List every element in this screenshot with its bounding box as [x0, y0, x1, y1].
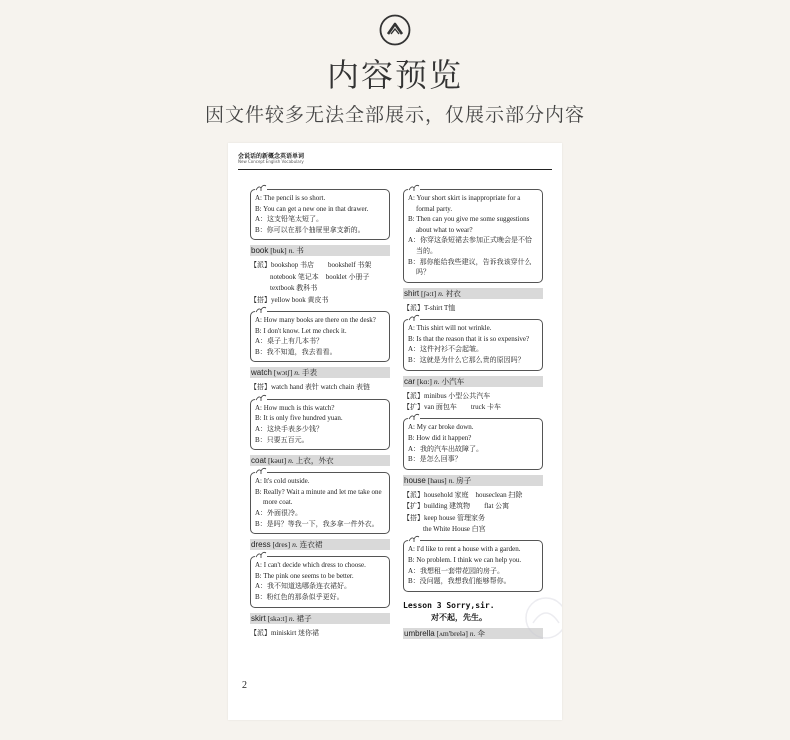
derivation-line: 【派】T-shirt T恤	[403, 303, 456, 312]
dialog-line: A：这块手表多少钱？	[255, 424, 324, 433]
headword-pos: n.	[448, 475, 455, 485]
leaf-ornament-icon	[255, 184, 267, 191]
dialog-box	[250, 189, 390, 240]
headword-bar	[250, 245, 390, 256]
left-column	[250, 183, 390, 639]
dialog-line: B: Is that the reason that it is so expensive?	[408, 334, 530, 343]
dialog-line: A: The pencil is so short.	[255, 194, 326, 202]
dialog-line: A: My car broke down.	[408, 423, 474, 432]
headword-word: car	[404, 376, 416, 386]
dialog-box	[403, 418, 543, 469]
headword-word: book	[251, 246, 269, 256]
headword-word: umbrella	[404, 628, 435, 638]
dialog-line: B：是吗？等我一下，我多拿一件外衣。	[255, 519, 379, 528]
dialog-line: A：外面很冷。	[255, 508, 303, 517]
headword-meaning: 连衣裙	[297, 540, 323, 550]
headword-meaning: 房子	[454, 475, 472, 485]
dialog-line: A：你穿这条短裙去参加正式晚会是不恰当的。	[408, 236, 533, 255]
lesson-title: Lesson 3 Sorry,sir.	[403, 600, 495, 610]
headword-phonetic: [wɔtʃ]	[271, 368, 295, 378]
page-number: 2	[242, 680, 247, 691]
headword-pos: n.	[288, 613, 295, 623]
watermark-stamp	[521, 593, 562, 643]
headword-meaning: 衬衣	[443, 288, 461, 298]
headword-meaning: 上衣，外衣	[293, 456, 334, 466]
headword-meaning: 伞	[475, 628, 485, 638]
leaf-ornament-icon	[408, 413, 420, 420]
derivation-line: 【派】bookshop 书店 bookshelf 书架	[250, 261, 372, 270]
headword-bar	[403, 288, 543, 299]
dialog-line: A: Your short skirt is inappropriate for a formal party.	[408, 194, 521, 213]
headword-phonetic: [skə:t]	[265, 613, 289, 623]
headword-phonetic: [kɑ:]	[415, 376, 434, 386]
dialog-line: B：我不知道，我去看看。	[255, 347, 337, 356]
dialog-box	[403, 189, 543, 283]
dialog-line: A：桌子上有几本书？	[255, 337, 324, 346]
headword-pos: n.	[433, 376, 440, 386]
derivation-line: 【派】minibus 小型公共汽车	[403, 391, 491, 400]
headword-bar	[250, 613, 390, 624]
headword-meaning: 书	[294, 246, 304, 256]
dialog-line: A：我不知道选哪条连衣裙好。	[255, 582, 352, 591]
dialog-line: A：我的汽车出故障了。	[408, 444, 484, 453]
headword-phonetic: [ʃə:t]	[419, 288, 439, 298]
headword-bar	[403, 376, 543, 387]
chevron-up-circle-icon	[379, 14, 411, 46]
derivation-line: the White House 白宫	[423, 524, 486, 533]
headword-pos: n.	[294, 368, 300, 378]
derivation-line: 【搭】yellow book 黄皮书	[250, 295, 329, 304]
derivation-line: 【派】household 家庭 houseclean 扫除	[403, 490, 523, 499]
preview-title: 内容预览	[326, 56, 463, 94]
derivation-line: 【扩】building 建筑物 flat 公寓	[403, 502, 510, 511]
leaf-ornament-icon	[408, 184, 420, 191]
headword-pos: n.	[292, 540, 298, 550]
headword-meaning: 裙子	[294, 613, 312, 623]
dialog-box	[403, 319, 543, 370]
derivation-line: 【派】miniskirt 迷你裙	[250, 628, 320, 637]
derivation-line: 【搭】keep house 管理家务	[403, 513, 486, 522]
preview-subtitle: 因文件较多无法全部展示，仅展示部分内容	[204, 104, 585, 126]
headword-phonetic: [buk]	[268, 246, 289, 256]
leaf-ornament-icon	[408, 535, 420, 542]
document-page	[228, 143, 562, 720]
running-title: 会说话的新概念英语单词	[238, 153, 305, 160]
headword-phonetic: [haus]	[425, 475, 449, 485]
dialog-line: B: Then can you give me some suggestions about what to wear?	[408, 215, 530, 234]
headword-phonetic: [dres]	[270, 540, 293, 550]
headword-word: skirt	[251, 613, 266, 623]
dialog-line: B: The pink one seems to be better.	[255, 571, 354, 580]
headword-meaning: 手表	[299, 368, 318, 378]
dialog-line: B：你可以在那个抽屉里拿支新的。	[255, 225, 365, 234]
dialog-line: A：这支铅笔太短了。	[255, 215, 324, 224]
dialog-line: B: You can get a new one in that drawer.	[255, 204, 369, 213]
lesson-title-cn: 对不起，先生。	[431, 612, 487, 622]
dialog-line: B: How did it happen?	[408, 433, 472, 442]
dialog-line: A: I'd like to rent a house with a garden.	[408, 545, 521, 554]
leaf-ornament-icon	[255, 306, 267, 313]
derivation-line: 【扩】van 面包车 truck 卡车	[403, 402, 501, 411]
dialog-line: A: This shirt will not wrinkle.	[408, 324, 492, 333]
headword-bar	[250, 455, 390, 466]
headword-word: shirt	[404, 288, 420, 298]
headword-meaning: 小汽车	[439, 376, 465, 386]
dialog-line: B：这就是为什么它那么贵的原因吗？	[408, 355, 525, 364]
dialog-line: A：我想租一套带花园的房子。	[408, 566, 505, 575]
dialog-line: B：那你能给我些建议，告诉我该穿什么吗？	[408, 257, 532, 277]
dialog-line: B: No problem. I think we can help you.	[408, 555, 522, 564]
dialog-box	[250, 399, 390, 450]
headword-word: dress	[251, 540, 271, 550]
headword-bar	[403, 475, 543, 486]
running-subtitle: New Concept English Vocabulary	[238, 159, 304, 164]
leaf-ornament-icon	[255, 551, 267, 558]
headword-pos: n.	[288, 246, 295, 256]
headword-bar	[250, 367, 390, 378]
dialog-box	[250, 556, 390, 607]
dialog-line: A: How many books are there on the desk?	[255, 316, 376, 324]
dialog-line: A：这件衬衫不会起皱。	[408, 345, 484, 354]
headword-word: coat	[251, 456, 267, 466]
dialog-line: B：没问题，我想我们能够帮你。	[408, 577, 511, 586]
dialog-box	[250, 472, 390, 534]
headword-word: watch	[251, 368, 272, 378]
dialog-line: A: I can't decide which dress to choose.	[255, 561, 366, 570]
leaf-ornament-icon	[255, 394, 267, 401]
headword-phonetic: [ʌm'brelə]	[434, 628, 470, 638]
headword-pos: n.	[288, 456, 294, 466]
headword-bar	[250, 539, 390, 550]
headword-phonetic: [kəut]	[266, 456, 289, 466]
headword-pos: n.	[438, 288, 444, 298]
dialog-line: B: Really? Wait a minute and let me take one more coat.	[255, 487, 382, 507]
dialog-box	[250, 311, 390, 362]
dialog-line: B: It is only five hundred yuan.	[255, 414, 343, 423]
leaf-ornament-icon	[255, 467, 267, 474]
headword-word: house	[404, 475, 426, 485]
dialog-line: B：只要五百元。	[255, 435, 309, 444]
right-column	[403, 183, 543, 643]
dialog-line: B: I don't know. Let me check it.	[255, 326, 347, 335]
dialog-line: A: It's cold outside.	[255, 477, 310, 486]
running-head	[238, 151, 552, 170]
dialog-line: A: How much is this watch?	[255, 403, 335, 412]
derivation-line: 【搭】watch hand 表针 watch chain 表链	[250, 383, 370, 392]
dialog-line: B：粉红色的那条似乎更好。	[255, 592, 344, 601]
derivation-line: textbook 教科书	[270, 284, 318, 293]
derivation-line: notebook 笔记本 booklet 小册子	[270, 272, 370, 281]
dialog-box	[403, 540, 543, 591]
dialog-line: B：是怎么回事？	[408, 455, 462, 464]
headword-pos: n.	[469, 628, 476, 638]
leaf-ornament-icon	[408, 314, 420, 321]
